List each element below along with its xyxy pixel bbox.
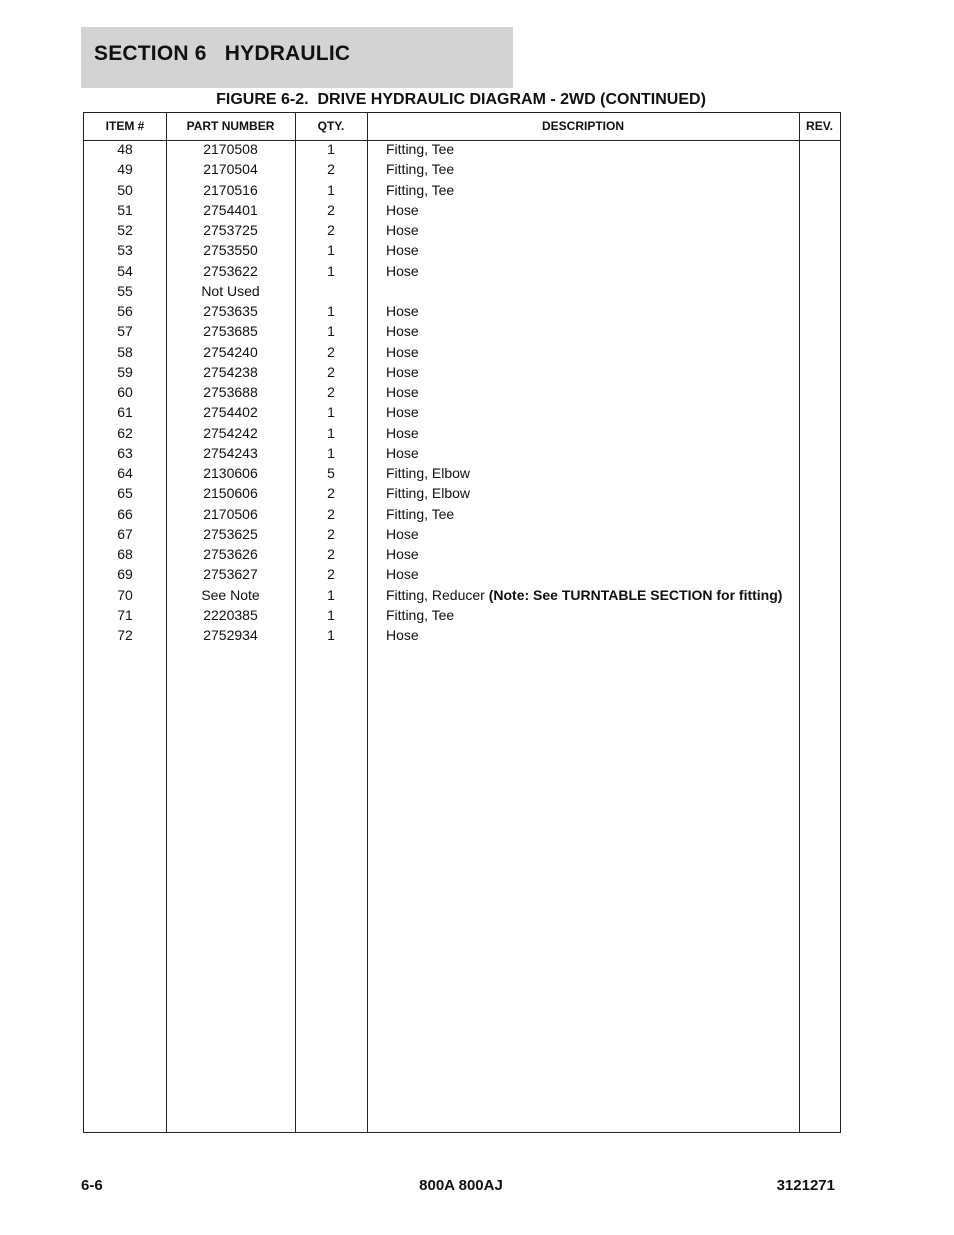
table-row	[84, 484, 840, 504]
part-number: See Note	[201, 586, 260, 603]
table-row	[84, 525, 840, 545]
quantity: 2	[327, 485, 335, 502]
parts-table	[83, 112, 841, 1133]
quantity: 1	[327, 424, 335, 441]
table-row	[84, 343, 840, 363]
description	[386, 343, 419, 361]
description	[386, 606, 454, 624]
item-number: 59	[117, 363, 133, 380]
part-number: 2170508	[203, 141, 258, 157]
description-text: Hose	[386, 363, 419, 380]
item-number: 51	[117, 201, 133, 218]
description	[386, 302, 419, 320]
quantity: 2	[327, 505, 335, 522]
description-text: Fitting, Tee	[386, 181, 455, 198]
item-number: 50	[117, 181, 133, 198]
table-row	[84, 403, 840, 423]
description-text: Fitting, Elbow	[386, 465, 471, 481]
table-row	[84, 181, 840, 201]
part-number: 2753625	[203, 525, 258, 542]
section-title: SECTION 6 HYDRAULIC	[94, 42, 351, 65]
item-number: 66	[117, 505, 133, 522]
description-text: Hose	[386, 525, 419, 542]
part-number: 2754402	[203, 404, 258, 421]
quantity: 2	[327, 525, 335, 542]
table-row	[84, 322, 840, 342]
item-number: 48	[117, 141, 133, 157]
part-number: 2752934	[203, 627, 258, 643]
part-number: Not Used	[201, 282, 260, 299]
item-number: 69	[117, 566, 133, 583]
table-row	[84, 241, 840, 261]
item-number: 54	[117, 262, 133, 279]
quantity: 1	[327, 404, 335, 421]
part-number: 2754401	[203, 201, 258, 218]
description-text: Fitting, Reducer	[386, 586, 489, 603]
table-row	[84, 282, 840, 302]
description-text: Hose	[386, 242, 419, 259]
footer-model: 800A 800AJ	[419, 1177, 503, 1194]
part-number: 2754243	[203, 444, 258, 461]
footer-doc-number: 3121271	[776, 1177, 835, 1194]
quantity: 1	[327, 606, 335, 623]
item-number: 70	[117, 586, 133, 603]
description-text: Hose	[386, 404, 419, 421]
part-number: 2754240	[203, 343, 258, 360]
quantity: 2	[327, 222, 335, 238]
description-text: Hose	[386, 323, 419, 340]
part-number: 2754238	[203, 363, 258, 380]
description-text: Hose	[386, 303, 419, 319]
part-number: 2220385	[203, 606, 258, 623]
table-row	[84, 424, 840, 444]
description-text: Hose	[386, 444, 419, 461]
item-number: 53	[117, 242, 133, 259]
quantity: 5	[327, 465, 335, 481]
description-text: Fitting, Tee	[386, 606, 455, 623]
quantity: 1	[327, 444, 335, 461]
item-number: 55	[117, 282, 133, 299]
header-part-number: PART NUMBER	[186, 119, 275, 133]
description-text: Hose	[386, 627, 419, 643]
table-row	[84, 160, 840, 180]
description	[386, 322, 419, 340]
table-row	[84, 383, 840, 403]
item-number: 58	[117, 343, 133, 360]
description	[386, 181, 454, 199]
quantity: 2	[327, 161, 335, 178]
description-text: Hose	[386, 201, 419, 218]
table-row	[84, 545, 840, 565]
quantity: 1	[327, 181, 335, 198]
description-text: Hose	[386, 546, 419, 562]
description	[386, 403, 419, 421]
header-rev: REV.	[806, 119, 833, 133]
description-text: Fitting, Tee	[386, 161, 455, 178]
quantity: 1	[327, 141, 335, 157]
quantity: 1	[327, 323, 335, 340]
part-number: 2170516	[203, 181, 258, 198]
description-text: Hose	[386, 343, 419, 360]
table-row	[84, 464, 840, 484]
item-number: 67	[117, 525, 133, 542]
table-row	[84, 444, 840, 464]
description	[386, 221, 419, 239]
part-number: 2150606	[203, 485, 258, 502]
description-text: Fitting, Elbow	[386, 485, 471, 502]
footer-page-number: 6-6	[81, 1177, 103, 1194]
description	[386, 424, 419, 442]
header-qty: QTY.	[317, 119, 345, 133]
item-number: 62	[117, 424, 133, 441]
quantity: 1	[327, 303, 335, 319]
section-header	[81, 27, 513, 88]
table-row	[84, 586, 840, 606]
table-row	[84, 140, 840, 160]
description-note: (Note: See TURNTABLE SECTION for fitting)	[488, 586, 783, 603]
part-number: 2130606	[203, 465, 258, 481]
description-text: Fitting, Tee	[386, 141, 455, 157]
item-number: 64	[117, 465, 133, 481]
table-row	[84, 302, 840, 322]
description-text: Fitting, Tee	[386, 505, 455, 522]
figure-title: FIGURE 6-2. DRIVE HYDRAULIC DIAGRAM - 2WD (CONTINUED)	[216, 91, 706, 108]
item-number: 68	[117, 546, 133, 562]
description	[386, 565, 419, 583]
quantity: 2	[327, 363, 335, 380]
description	[386, 545, 419, 563]
item-number: 65	[117, 485, 133, 502]
description-text: Hose	[386, 222, 419, 238]
quantity: 1	[327, 262, 335, 279]
part-number: 2170504	[203, 161, 258, 178]
quantity: 1	[327, 586, 335, 603]
description-text: Hose	[386, 262, 419, 279]
table-row	[84, 201, 840, 221]
part-number: 2753688	[203, 384, 258, 400]
item-number: 57	[117, 323, 133, 340]
description	[386, 160, 454, 178]
table-row	[84, 221, 840, 241]
part-number: 2753725	[203, 222, 258, 238]
quantity: 2	[327, 201, 335, 218]
quantity: 2	[327, 343, 335, 360]
item-number: 61	[117, 404, 133, 421]
description	[386, 201, 419, 219]
table-row	[84, 363, 840, 383]
part-number: 2170506	[203, 505, 258, 522]
description-text: Hose	[386, 424, 419, 441]
item-number: 60	[117, 384, 133, 400]
quantity: 2	[327, 384, 335, 400]
table-row	[84, 505, 840, 525]
table-header	[84, 113, 840, 141]
description	[386, 262, 419, 280]
part-number: 2753550	[203, 242, 258, 259]
table-row	[84, 606, 840, 626]
table-row	[84, 626, 840, 646]
description	[386, 241, 419, 259]
part-number: 2753627	[203, 566, 258, 583]
description-text: Hose	[386, 384, 419, 400]
quantity: 1	[327, 627, 335, 643]
quantity: 2	[327, 546, 335, 562]
header-item: ITEM #	[105, 119, 145, 133]
part-number: 2753622	[203, 262, 258, 279]
part-number: 2753685	[203, 323, 258, 340]
item-number: 49	[117, 161, 133, 178]
description	[386, 626, 419, 644]
quantity: 1	[327, 242, 335, 259]
item-number: 56	[117, 303, 133, 319]
header-description: DESCRIPTION	[541, 119, 624, 133]
item-number: 71	[117, 606, 133, 623]
item-number: 72	[117, 627, 133, 643]
description	[386, 464, 470, 482]
part-number: 2753626	[203, 546, 258, 562]
description	[386, 383, 419, 401]
description	[386, 586, 782, 604]
item-number: 52	[117, 222, 133, 238]
description-text: Hose	[386, 566, 419, 583]
description	[386, 484, 470, 502]
part-number: 2753635	[203, 303, 258, 319]
table-row	[84, 262, 840, 282]
quantity: 2	[327, 566, 335, 583]
item-number: 63	[117, 444, 133, 461]
description	[386, 444, 419, 462]
description	[386, 505, 454, 523]
description	[386, 363, 419, 381]
table-row	[84, 565, 840, 585]
part-number: 2754242	[203, 424, 258, 441]
description	[386, 525, 419, 543]
description	[386, 140, 454, 158]
